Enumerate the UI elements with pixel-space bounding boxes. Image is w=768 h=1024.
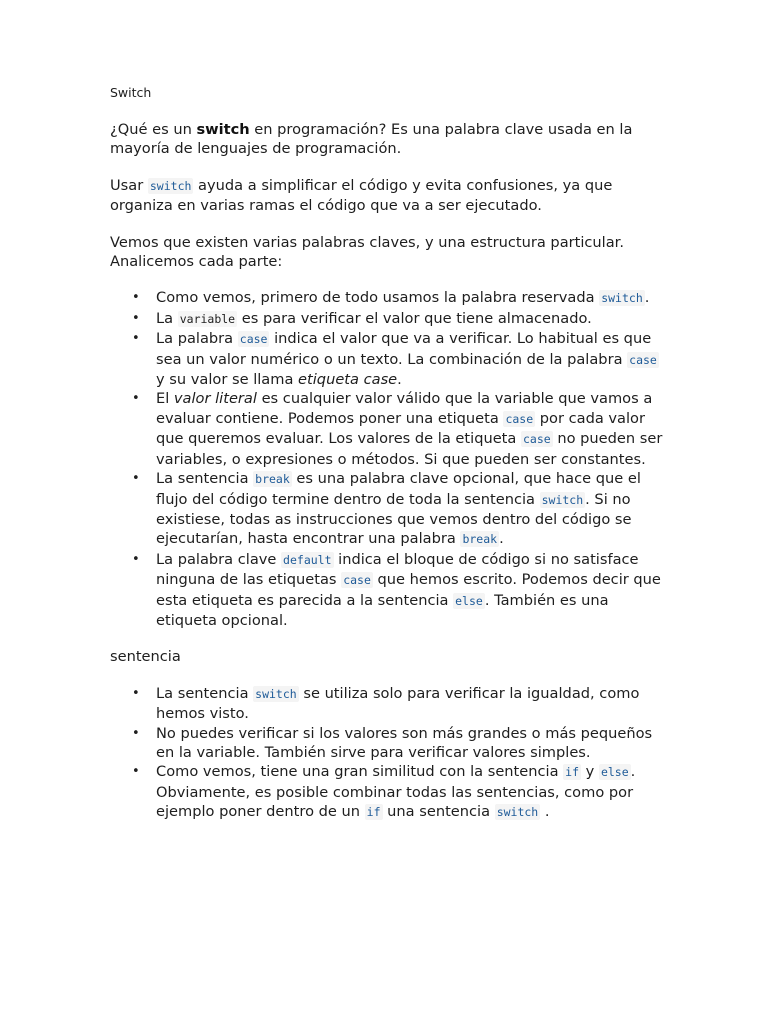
paragraph-analysis: Vemos que existen varias palabras claves, y una estructura particular. Analicemos cada parte: bbox=[110, 233, 624, 271]
list-item bbox=[156, 724, 668, 763]
code-keyword: case bbox=[523, 432, 551, 447]
text: . bbox=[540, 803, 550, 821]
document-title: Switch bbox=[110, 85, 152, 100]
paragraph-sentencia: sentencia bbox=[110, 648, 181, 666]
list-item bbox=[156, 389, 668, 469]
text: es cualquier valor válido que la variable que vamos a evaluar contiene. Podemos poner una etiqueta bbox=[156, 390, 653, 427]
text: La sentencia bbox=[156, 684, 254, 702]
text: Usar bbox=[110, 176, 148, 194]
code-keyword: variable bbox=[179, 311, 236, 326]
code-keyword: case bbox=[343, 573, 371, 588]
text: y bbox=[581, 763, 599, 781]
text: indica el bloque de código si no satisface ninguna de las etiquetas bbox=[156, 550, 639, 589]
text: en programación? Es una palabra clave usada en la mayoría de lenguajes de programación. bbox=[110, 121, 633, 158]
text: no pueden ser variables, o expresiones o métodos. Si que pueden ser constantes. bbox=[156, 430, 663, 468]
list-item bbox=[156, 288, 668, 308]
text: La bbox=[156, 309, 178, 327]
list-item bbox=[156, 469, 668, 550]
paragraph-usage bbox=[110, 176, 668, 216]
text: indica el valor que va a verificar. Lo habitual es que sea un valor numérico o un texto. La combinación de la palabra bbox=[156, 330, 652, 368]
code-keyword: switch bbox=[541, 492, 584, 507]
code-keyword: switch bbox=[255, 686, 297, 701]
code-keyword: if bbox=[565, 765, 580, 780]
code-keyword: else bbox=[455, 593, 483, 608]
italic-term: valor literal bbox=[173, 390, 257, 408]
code-keyword: case bbox=[629, 352, 657, 367]
list-item bbox=[156, 762, 668, 822]
text: se utiliza solo para verificar la igualdad, como hemos visto. bbox=[156, 684, 640, 723]
text: es una palabra clave opcional, que hace que el flujo del código termine dentro de toda la sentencia bbox=[156, 470, 641, 508]
paragraph-intro bbox=[110, 120, 668, 159]
code-keyword: case bbox=[239, 332, 268, 347]
text: . bbox=[644, 289, 650, 307]
code-keyword: if bbox=[366, 805, 381, 820]
list-item bbox=[156, 550, 668, 631]
list-item bbox=[156, 309, 668, 329]
code-keyword: break bbox=[462, 532, 498, 547]
code-keyword: else bbox=[600, 765, 629, 780]
italic-term: etiqueta case bbox=[298, 371, 398, 389]
code-keyword: switch bbox=[601, 291, 643, 306]
text: . bbox=[397, 371, 402, 389]
text: La palabra clave bbox=[156, 550, 282, 568]
text: . Si no existiese, todas as instrucciones que vemos dentro del código se ejecutarían, hasta encontrar una palabra bbox=[156, 490, 632, 548]
notes-list bbox=[110, 684, 668, 823]
code-keyword: case bbox=[505, 411, 534, 426]
text: por cada valor que queremos evaluar. Los valores de la etiqueta bbox=[156, 409, 645, 448]
code-keyword: break bbox=[255, 472, 290, 487]
text: Como vemos, tiene una gran similitud con la sentencia bbox=[156, 763, 564, 781]
code-keyword: switch bbox=[149, 178, 192, 193]
text: El bbox=[156, 390, 174, 408]
list-item bbox=[156, 684, 668, 724]
text: que hemos escrito. Podemos decir que esta etiqueta es parecida a la sentencia bbox=[156, 571, 661, 609]
text: es para verificar el valor que tiene almacenado. bbox=[237, 309, 592, 327]
list-item bbox=[156, 329, 668, 389]
text: y su valor se llama bbox=[156, 371, 299, 389]
text: . También es una etiqueta opcional. bbox=[156, 591, 609, 629]
text: Como vemos, primero de todo usamos la palabra reservada bbox=[156, 289, 600, 307]
text: . Obviamente, es posible combinar todas las sentencias, como por ejemplo poner dentro de un bbox=[156, 763, 636, 821]
text: ayuda a simplificar el código y evita confusiones, ya que organiza en varias ramas el código que va a ser ejecutado. bbox=[110, 176, 613, 215]
text: una sentencia bbox=[382, 803, 495, 821]
parts-list bbox=[110, 288, 668, 630]
text: . bbox=[499, 530, 504, 548]
code-keyword: switch bbox=[496, 805, 539, 820]
text: No puedes verificar si los valores son más grandes o más pequeños en la variable. También sirve para verificar valores simples. bbox=[156, 724, 653, 761]
bold-keyword: switch bbox=[196, 121, 250, 138]
text: La palabra bbox=[156, 330, 238, 348]
code-keyword: default bbox=[283, 552, 332, 567]
text: ¿Qué es un bbox=[110, 121, 197, 138]
text: La sentencia bbox=[156, 470, 254, 488]
